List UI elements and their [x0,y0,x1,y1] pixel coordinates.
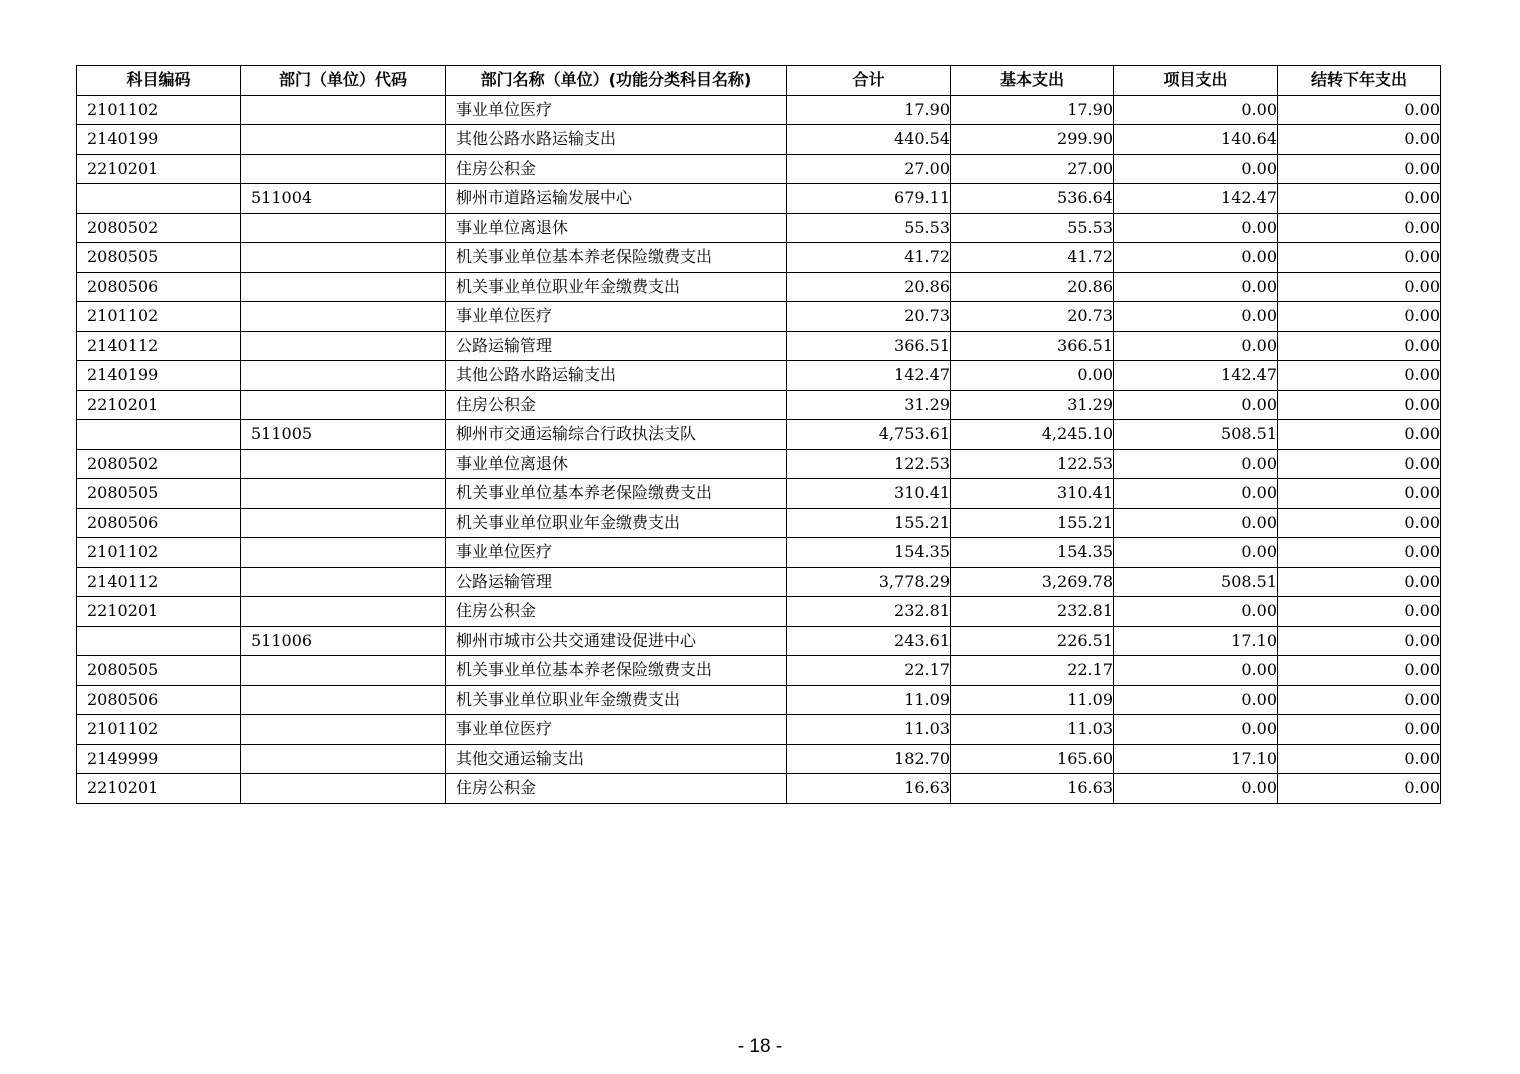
cell-subject-code: 2210201 [77,597,241,627]
table-row [77,715,1441,745]
cell-basic-expense: 366.51 [951,331,1114,361]
cell-dept-code [241,361,446,391]
header-total: 合计 [787,66,951,96]
table-header-row [77,66,1441,96]
cell-total: 55.53 [787,213,951,243]
cell-total: 27.00 [787,154,951,184]
cell-subject-code: 2080506 [77,272,241,302]
table-row [77,243,1441,273]
cell-subject-code: 2140199 [77,361,241,391]
cell-subject-code: 2140112 [77,331,241,361]
cell-carryover-expense: 0.00 [1278,449,1441,479]
cell-project-expense: 17.10 [1114,744,1278,774]
cell-total: 154.35 [787,538,951,568]
cell-dept-code [241,567,446,597]
header-dept-name: 部门名称（单位）(功能分类科目名称) [446,66,787,96]
cell-subject-code: 2101102 [77,538,241,568]
cell-basic-expense: 165.60 [951,744,1114,774]
cell-carryover-expense: 0.00 [1278,420,1441,450]
cell-dept-name: 事业单位医疗 [446,302,787,332]
cell-dept-code [241,243,446,273]
cell-subject-code: 2080502 [77,449,241,479]
header-project-expense: 项目支出 [1114,66,1278,96]
table-row [77,420,1441,450]
cell-dept-name: 机关事业单位基本养老保险缴费支出 [446,479,787,509]
cell-dept-name: 机关事业单位职业年金缴费支出 [446,508,787,538]
table-row [77,390,1441,420]
cell-dept-code [241,508,446,538]
cell-basic-expense: 299.90 [951,125,1114,155]
cell-dept-code [241,774,446,804]
table-row [77,331,1441,361]
cell-carryover-expense: 0.00 [1278,597,1441,627]
cell-project-expense: 0.00 [1114,538,1278,568]
header-carryover-expense: 结转下年支出 [1278,66,1441,96]
cell-subject-code: 2210201 [77,774,241,804]
cell-subject-code: 2140199 [77,125,241,155]
cell-basic-expense: 3,269.78 [951,567,1114,597]
cell-subject-code: 2210201 [77,390,241,420]
cell-total: 11.03 [787,715,951,745]
cell-subject-code: 2080505 [77,656,241,686]
header-dept-code: 部门（单位）代码 [241,66,446,96]
cell-total: 155.21 [787,508,951,538]
cell-carryover-expense: 0.00 [1278,361,1441,391]
cell-basic-expense: 20.73 [951,302,1114,332]
cell-carryover-expense: 0.00 [1278,272,1441,302]
cell-dept-name: 机关事业单位基本养老保险缴费支出 [446,243,787,273]
cell-project-expense: 0.00 [1114,331,1278,361]
cell-carryover-expense: 0.00 [1278,685,1441,715]
table-row [77,213,1441,243]
cell-dept-code: 511004 [241,184,446,214]
cell-basic-expense: 11.09 [951,685,1114,715]
cell-carryover-expense: 0.00 [1278,302,1441,332]
cell-dept-code [241,656,446,686]
cell-total: 366.51 [787,331,951,361]
cell-project-expense: 0.00 [1114,449,1278,479]
table-row [77,302,1441,332]
cell-subject-code: 2140112 [77,567,241,597]
cell-dept-name: 事业单位医疗 [446,95,787,125]
cell-carryover-expense: 0.00 [1278,184,1441,214]
cell-dept-code [241,449,446,479]
cell-project-expense: 0.00 [1114,715,1278,745]
cell-dept-code [241,272,446,302]
cell-basic-expense: 4,245.10 [951,420,1114,450]
cell-total: 16.63 [787,774,951,804]
cell-dept-code [241,302,446,332]
cell-total: 310.41 [787,479,951,509]
cell-carryover-expense: 0.00 [1278,331,1441,361]
table-row [77,272,1441,302]
budget-table [76,65,1441,804]
cell-total: 22.17 [787,656,951,686]
cell-dept-name: 事业单位离退休 [446,213,787,243]
cell-subject-code: 2080502 [77,213,241,243]
cell-project-expense: 508.51 [1114,420,1278,450]
cell-total: 243.61 [787,626,951,656]
table-row [77,744,1441,774]
cell-dept-code [241,597,446,627]
table-row [77,508,1441,538]
cell-basic-expense: 0.00 [951,361,1114,391]
cell-project-expense: 0.00 [1114,390,1278,420]
cell-dept-name: 机关事业单位职业年金缴费支出 [446,272,787,302]
cell-basic-expense: 20.86 [951,272,1114,302]
cell-basic-expense: 232.81 [951,597,1114,627]
header-subject-code: 科目编码 [77,66,241,96]
cell-carryover-expense: 0.00 [1278,95,1441,125]
cell-carryover-expense: 0.00 [1278,125,1441,155]
cell-dept-code [241,125,446,155]
cell-carryover-expense: 0.00 [1278,390,1441,420]
cell-dept-name: 机关事业单位基本养老保险缴费支出 [446,656,787,686]
cell-project-expense: 0.00 [1114,154,1278,184]
cell-subject-code: 2149999 [77,744,241,774]
cell-project-expense: 508.51 [1114,567,1278,597]
cell-dept-name: 柳州市道路运输发展中心 [446,184,787,214]
cell-dept-code [241,744,446,774]
cell-total: 4,753.61 [787,420,951,450]
table-row [77,597,1441,627]
table-row [77,774,1441,804]
cell-dept-name: 住房公积金 [446,774,787,804]
cell-carryover-expense: 0.00 [1278,213,1441,243]
cell-dept-name: 住房公积金 [446,154,787,184]
cell-carryover-expense: 0.00 [1278,715,1441,745]
cell-basic-expense: 154.35 [951,538,1114,568]
cell-dept-name: 其他公路水路运输支出 [446,361,787,391]
cell-dept-name: 事业单位医疗 [446,538,787,568]
cell-total: 3,778.29 [787,567,951,597]
cell-basic-expense: 226.51 [951,626,1114,656]
cell-total: 11.09 [787,685,951,715]
cell-project-expense: 0.00 [1114,508,1278,538]
cell-project-expense: 0.00 [1114,272,1278,302]
cell-subject-code: 2080505 [77,243,241,273]
cell-project-expense: 0.00 [1114,95,1278,125]
cell-subject-code [77,626,241,656]
table-row [77,479,1441,509]
cell-subject-code: 2080506 [77,508,241,538]
cell-total: 142.47 [787,361,951,391]
table-row [77,184,1441,214]
cell-subject-code: 2101102 [77,715,241,745]
cell-dept-name: 其他公路水路运输支出 [446,125,787,155]
cell-dept-code [241,95,446,125]
cell-carryover-expense: 0.00 [1278,154,1441,184]
cell-dept-code [241,213,446,243]
cell-basic-expense: 22.17 [951,656,1114,686]
cell-total: 17.90 [787,95,951,125]
cell-dept-name: 其他交通运输支出 [446,744,787,774]
cell-dept-code [241,685,446,715]
cell-basic-expense: 27.00 [951,154,1114,184]
table-row [77,685,1441,715]
cell-dept-code [241,154,446,184]
cell-subject-code: 2080506 [77,685,241,715]
cell-project-expense: 142.47 [1114,361,1278,391]
cell-subject-code: 2101102 [77,95,241,125]
cell-project-expense: 142.47 [1114,184,1278,214]
table-body [77,95,1441,803]
cell-carryover-expense: 0.00 [1278,243,1441,273]
cell-project-expense: 0.00 [1114,597,1278,627]
table-row [77,538,1441,568]
cell-subject-code [77,184,241,214]
cell-dept-name: 住房公积金 [446,597,787,627]
cell-project-expense: 0.00 [1114,774,1278,804]
cell-project-expense: 140.64 [1114,125,1278,155]
cell-subject-code: 2080505 [77,479,241,509]
cell-total: 20.73 [787,302,951,332]
cell-project-expense: 17.10 [1114,626,1278,656]
cell-basic-expense: 17.90 [951,95,1114,125]
cell-carryover-expense: 0.00 [1278,508,1441,538]
cell-dept-name: 事业单位医疗 [446,715,787,745]
cell-basic-expense: 122.53 [951,449,1114,479]
cell-subject-code [77,420,241,450]
cell-total: 182.70 [787,744,951,774]
table-row [77,567,1441,597]
cell-dept-name: 公路运输管理 [446,567,787,597]
table-row [77,656,1441,686]
cell-total: 41.72 [787,243,951,273]
cell-carryover-expense: 0.00 [1278,656,1441,686]
table-row [77,361,1441,391]
cell-carryover-expense: 0.00 [1278,538,1441,568]
cell-total: 440.54 [787,125,951,155]
cell-project-expense: 0.00 [1114,656,1278,686]
table-row [77,95,1441,125]
cell-dept-code [241,390,446,420]
table-row [77,125,1441,155]
cell-basic-expense: 155.21 [951,508,1114,538]
cell-project-expense: 0.00 [1114,243,1278,273]
table-row [77,626,1441,656]
cell-carryover-expense: 0.00 [1278,774,1441,804]
cell-basic-expense: 310.41 [951,479,1114,509]
cell-dept-name: 柳州市交通运输综合行政执法支队 [446,420,787,450]
cell-basic-expense: 31.29 [951,390,1114,420]
table-row [77,154,1441,184]
cell-total: 31.29 [787,390,951,420]
cell-basic-expense: 41.72 [951,243,1114,273]
cell-dept-name: 公路运输管理 [446,331,787,361]
cell-project-expense: 0.00 [1114,685,1278,715]
cell-total: 232.81 [787,597,951,627]
cell-dept-code: 511006 [241,626,446,656]
cell-basic-expense: 11.03 [951,715,1114,745]
cell-subject-code: 2210201 [77,154,241,184]
cell-project-expense: 0.00 [1114,302,1278,332]
cell-dept-name: 事业单位离退休 [446,449,787,479]
cell-total: 122.53 [787,449,951,479]
cell-dept-name: 柳州市城市公共交通建设促进中心 [446,626,787,656]
page-number: - 18 - [737,1036,783,1057]
cell-carryover-expense: 0.00 [1278,479,1441,509]
cell-dept-code [241,331,446,361]
cell-carryover-expense: 0.00 [1278,567,1441,597]
cell-dept-code: 511005 [241,420,446,450]
cell-project-expense: 0.00 [1114,213,1278,243]
header-basic-expense: 基本支出 [951,66,1114,96]
cell-dept-code [241,715,446,745]
cell-subject-code: 2101102 [77,302,241,332]
cell-dept-name: 机关事业单位职业年金缴费支出 [446,685,787,715]
cell-project-expense: 0.00 [1114,479,1278,509]
cell-dept-code [241,538,446,568]
cell-basic-expense: 55.53 [951,213,1114,243]
cell-total: 679.11 [787,184,951,214]
cell-total: 20.86 [787,272,951,302]
cell-basic-expense: 16.63 [951,774,1114,804]
cell-carryover-expense: 0.00 [1278,626,1441,656]
table-row [77,449,1441,479]
cell-carryover-expense: 0.00 [1278,744,1441,774]
cell-dept-name: 住房公积金 [446,390,787,420]
cell-dept-code [241,479,446,509]
cell-basic-expense: 536.64 [951,184,1114,214]
